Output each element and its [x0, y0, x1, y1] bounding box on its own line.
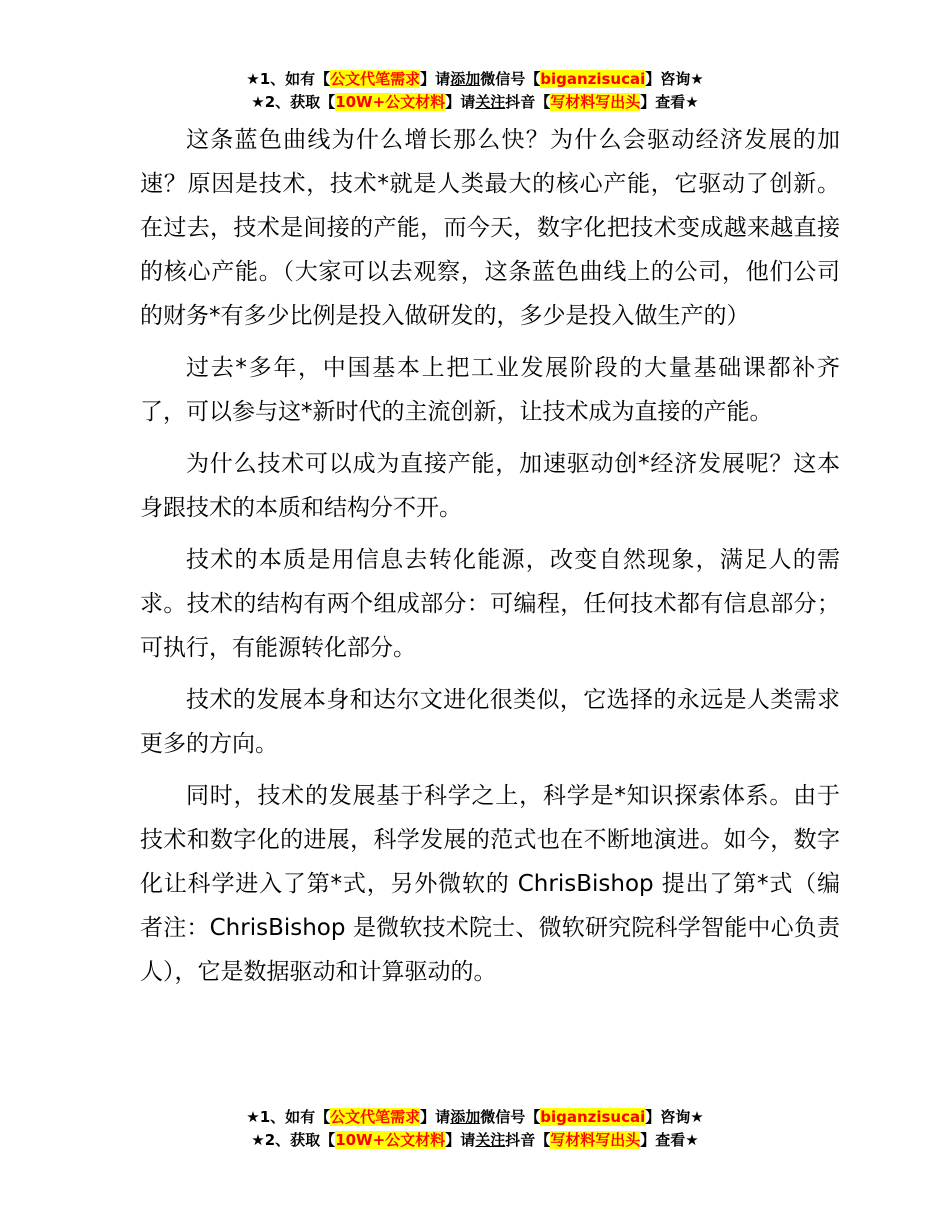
- footer-banner-line-2: [0, 1129, 950, 1152]
- douyin-account: 写材料写出头: [550, 1131, 641, 1149]
- banner-text: 】请: [445, 93, 476, 111]
- paragraph: 过去*多年，中国基本上把工业发展阶段的大量基础课都补齐了，可以参与这*新时代的主流创新，让技术成为直接的产能。: [140, 355, 840, 425]
- douyin-account: 写材料写出头: [550, 93, 641, 111]
- banner-text: 】查看★: [640, 93, 699, 111]
- document-body: [140, 118, 840, 1002]
- header-banner-line-2: [0, 91, 950, 114]
- underlined-text: 添加: [450, 70, 481, 88]
- paragraph: 这条蓝色曲线为什么增长那么快？为什么会驱动经济发展的加速？原因是技术，技术*就是人类最大的核心产能，它驱动了创新。在过去，技术是间接的产能，而今天，数字化把技术变成越来越直接的核心产能。（大家可以去观察，这条蓝色曲线上的公司，他们公司的财务*有多少比例是投入做研发的，多少是投入做生产的）: [140, 127, 840, 329]
- highlighted-text: 公文代笔需求: [330, 70, 421, 88]
- banner-text: 抖音【: [505, 93, 551, 111]
- banner-text: 】咨询★: [645, 1108, 704, 1126]
- header-banner: [0, 68, 950, 114]
- banner-text: 】请: [420, 1108, 451, 1126]
- paragraph: 技术的发展本身和达尔文进化很类似，它选择的永远是人类需求更多的方向。: [140, 687, 840, 757]
- highlighted-text: 10W+公文材料: [335, 1131, 446, 1149]
- banner-text: ★1、如有【: [246, 70, 331, 88]
- paragraph: 为什么技术可以成为直接产能，加速驱动创*经济发展呢？这本身跟技术的本质和结构分不开。: [140, 451, 840, 521]
- wechat-id: biganzisucai: [540, 70, 646, 88]
- paragraph: 同时，技术的发展基于科学之上，科学是*知识探索体系。由于技术和数字化的进展，科学发展的范式也在不断地演进。如今，数字化让科学进入了第*式，另外微软的 ChrisBishop 提出了第*式（编者注：ChrisBishop 是微软技术院士、微软研究院科学智能中心负责人），它是数据驱动和计算驱动的。: [140, 783, 840, 985]
- underlined-text: 关注: [475, 1131, 506, 1149]
- banner-text: 】请: [445, 1131, 476, 1149]
- underlined-text: 关注: [475, 93, 506, 111]
- banner-text: 微信号【: [480, 1108, 541, 1126]
- footer-banner-line-1: [0, 1106, 950, 1129]
- banner-text: ★2、获取【: [251, 1131, 336, 1149]
- paragraph: 技术的本质是用信息去转化能源，改变自然现象，满足人的需求。技术的结构有两个组成部分：可编程，任何技术都有信息部分；可执行，有能源转化部分。: [140, 547, 840, 661]
- banner-text: ★1、如有【: [246, 1108, 331, 1126]
- banner-text: ★2、获取【: [251, 93, 336, 111]
- footer-banner: [0, 1106, 950, 1152]
- banner-text: 抖音【: [505, 1131, 551, 1149]
- banner-text: 】咨询★: [645, 70, 704, 88]
- highlighted-text: 公文代笔需求: [330, 1108, 421, 1126]
- banner-text: 】查看★: [640, 1131, 699, 1149]
- banner-text: 】请: [420, 70, 451, 88]
- highlighted-text: 10W+公文材料: [335, 93, 446, 111]
- wechat-id: biganzisucai: [540, 1108, 646, 1126]
- header-banner-line-1: [0, 68, 950, 91]
- underlined-text: 添加: [450, 1108, 481, 1126]
- banner-text: 微信号【: [480, 70, 541, 88]
